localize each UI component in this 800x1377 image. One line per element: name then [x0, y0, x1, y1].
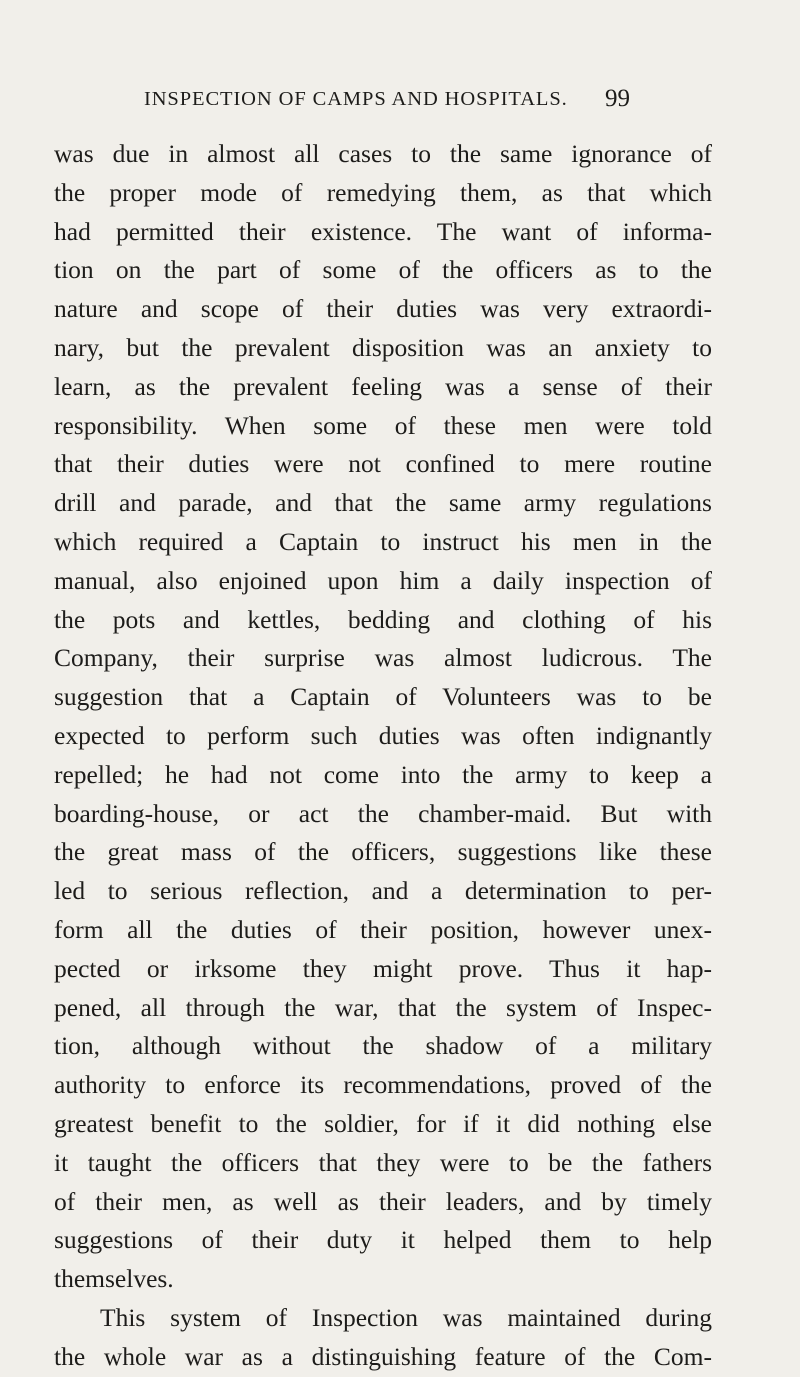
text-line: the whole war as a distinguishing feature of the Com-	[54, 1341, 712, 1371]
text-line: tion on the part of some of the officers as to the	[54, 255, 712, 285]
text-line: pened, all through the war, that the system of Inspec-	[54, 992, 712, 1022]
text-line: of their men, as well as their leaders, and by timely	[54, 1186, 712, 1216]
text-line: the great mass of the officers, suggestions like these	[54, 837, 712, 867]
text-line: nature and scope of their duties was very extraordi-	[54, 294, 712, 324]
page-header	[144, 82, 630, 116]
text-line: expected to perform such duties was often indignantly	[54, 720, 712, 750]
text-line: nary, but the prevalent disposition was an anxiety to	[54, 332, 712, 362]
text-line: responsibility. When some of these men were told	[54, 410, 712, 440]
text-line: had permitted their existence. The want of informa-	[54, 216, 712, 246]
text-line: led to serious reflection, and a determination to per-	[54, 876, 712, 906]
text-line: authority to enforce its recommendations, proved of the	[54, 1070, 712, 1100]
text-line: it taught the officers that they were to be the fathers	[54, 1147, 712, 1177]
text-line: pected or irksome they might prove. Thus it hap-	[54, 953, 712, 983]
text-line: greatest benefit to the soldier, for if it did nothing else	[54, 1108, 712, 1138]
text-line: suggestion that a Captain of Volunteers was to be	[54, 682, 712, 712]
text-line: repelled; he had not come into the army to keep a	[54, 759, 712, 789]
text-line: suggestions of their duty it helped them to help	[54, 1225, 712, 1255]
text-line: that their duties were not confined to mere routine	[54, 449, 712, 479]
text-line: the proper mode of remedying them, as that which	[54, 177, 712, 207]
text-line: which required a Captain to instruct his men in the	[54, 526, 712, 556]
text-line: manual, also enjoined upon him a daily inspection of	[54, 565, 712, 595]
text-line: learn, as the prevalent feeling was a sense of their	[54, 371, 712, 401]
running-head: INSPECTION OF CAMPS AND HOSPITALS.	[144, 88, 568, 110]
page-number: 99	[605, 85, 630, 112]
text-line: drill and parade, and that the same army regulations	[54, 488, 712, 518]
text-line: was due in almost all cases to the same ignorance of	[54, 139, 712, 168]
text-line: Company, their surprise was almost ludicrous. The	[54, 643, 712, 673]
text-line: boarding-house, or act the chamber-maid. But with	[54, 798, 712, 828]
text-line: form all the duties of their position, however unex-	[54, 914, 712, 944]
text-line: tion, although without the shadow of a military	[54, 1031, 712, 1061]
body-text	[54, 135, 712, 1377]
text-line: the pots and kettles, bedding and clothing of his	[54, 604, 712, 634]
paragraph-start-line: This system of Inspection was maintained during	[100, 1302, 712, 1332]
paragraph-end-line: themselves.	[54, 1264, 174, 1294]
